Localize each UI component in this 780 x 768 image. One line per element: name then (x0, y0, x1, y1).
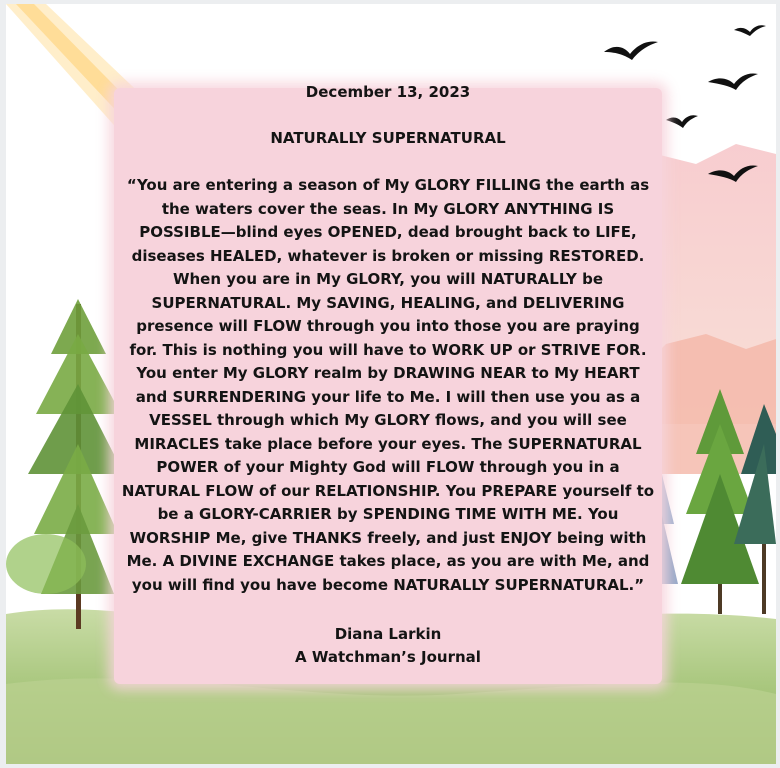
bird-icon (708, 73, 758, 90)
bird-icon (734, 25, 766, 36)
bird-icon (666, 115, 698, 128)
post-date: December 13, 2023 (305, 83, 471, 101)
author-name: Diana Larkin (334, 625, 442, 643)
bird-icon (604, 42, 658, 61)
journal-name: A Watchman’s Journal (295, 648, 481, 666)
image-frame (6, 4, 776, 764)
post-body: “You are entering a season of My GLORY FILLING the earth as the waters cover the seas. In My GLORY ANYTHING IS POSSIBLE—blind eyes OPENED, dead brought back to LIFE, diseases HEALED, whatever is broken or missing RESTORED. When you are in My GLORY, you will NATURALLY be SUPERNATURAL. My SAVING, HEALING, and DELIVERING presence will FLOW through you into those you are praying for. This is nothing you will have to WORK UP or STRIVE FOR. You enter My GLORY realm by DRAWING NEAR to My HEART and SURRENDERING your life to Me. I will then use you as a VESSEL through which My GLORY flows, and you will see MIRACLES take place before your eyes. The SUPERNATURAL POWER of your Mighty God will FLOW through you in a NATURAL FLOW of our RELATIONSHIP. You PREPARE yourself to be a GLORY-CARRIER by SPENDING TIME WITH ME. You WORSHIP Me, give THANKS freely, and just ENJOY being with Me. A DIVINE EXCHANGE takes place, as you are with Me, and you will find you have become NATURALLY SUPERNATURAL.” (121, 176, 655, 594)
post-content (114, 82, 662, 669)
post-title: NATURALLY SUPERNATURAL (270, 129, 506, 147)
tree-icon (6, 299, 124, 629)
signature (114, 623, 662, 669)
